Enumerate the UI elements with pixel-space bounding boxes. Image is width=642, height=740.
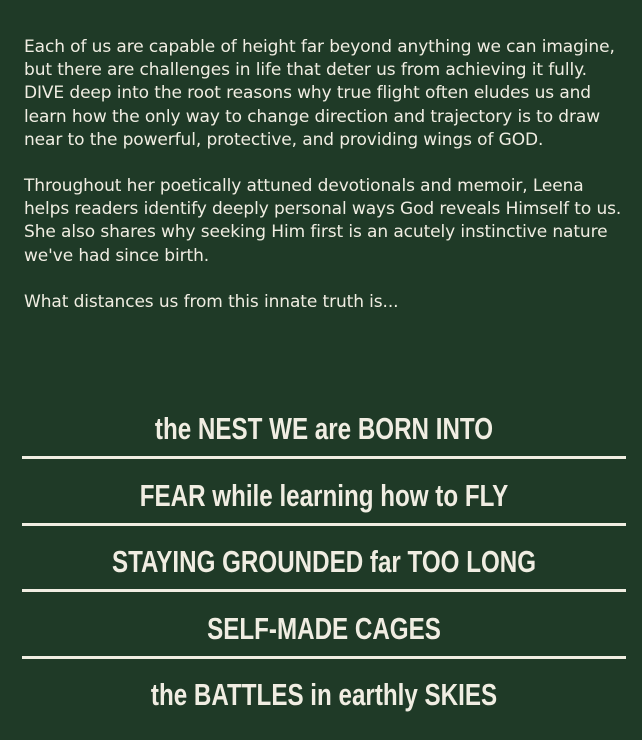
- divider: [22, 523, 626, 526]
- author-paragraph: Throughout her poetically attuned devotionals and memoir, Leena helps readers identify deeply personal ways God reveals Himself to us. She also shares why seeking Him first is an acutely instinctive nature we've had since birth.: [24, 176, 622, 266]
- list-item: [22, 467, 626, 534]
- list-item: [22, 533, 626, 600]
- list-item-label: the BATTLES in earthly SKIES: [150, 677, 498, 712]
- divider: [22, 589, 626, 592]
- list-item-label: FEAR while learning how to FLY: [139, 477, 509, 513]
- list-item: [22, 666, 626, 733]
- obstacle-list: [22, 400, 626, 733]
- divider: [22, 656, 626, 659]
- list-item: [22, 400, 626, 467]
- lead-in-paragraph: What distances us from this innate truth is...: [24, 291, 399, 312]
- list-item: [22, 600, 626, 667]
- description-section: [24, 36, 624, 337]
- list-item-label: SELF-MADE CAGES: [207, 610, 441, 646]
- list-item-label: STAYING GROUNDED far TOO LONG: [111, 544, 537, 579]
- list-item-label: the NEST WE are BORN INTO: [154, 411, 494, 446]
- divider: [22, 456, 626, 459]
- intro-paragraph: Each of us are capable of height far beyond anything we can imagine, but there are challenges in life that deter us from achieving it fully. DIVE deep into the root reasons why true flight often eludes us and learn how the only way to change direction and trajectory is to draw near to the powerful, protective, and providing wings of GOD.: [24, 37, 615, 150]
